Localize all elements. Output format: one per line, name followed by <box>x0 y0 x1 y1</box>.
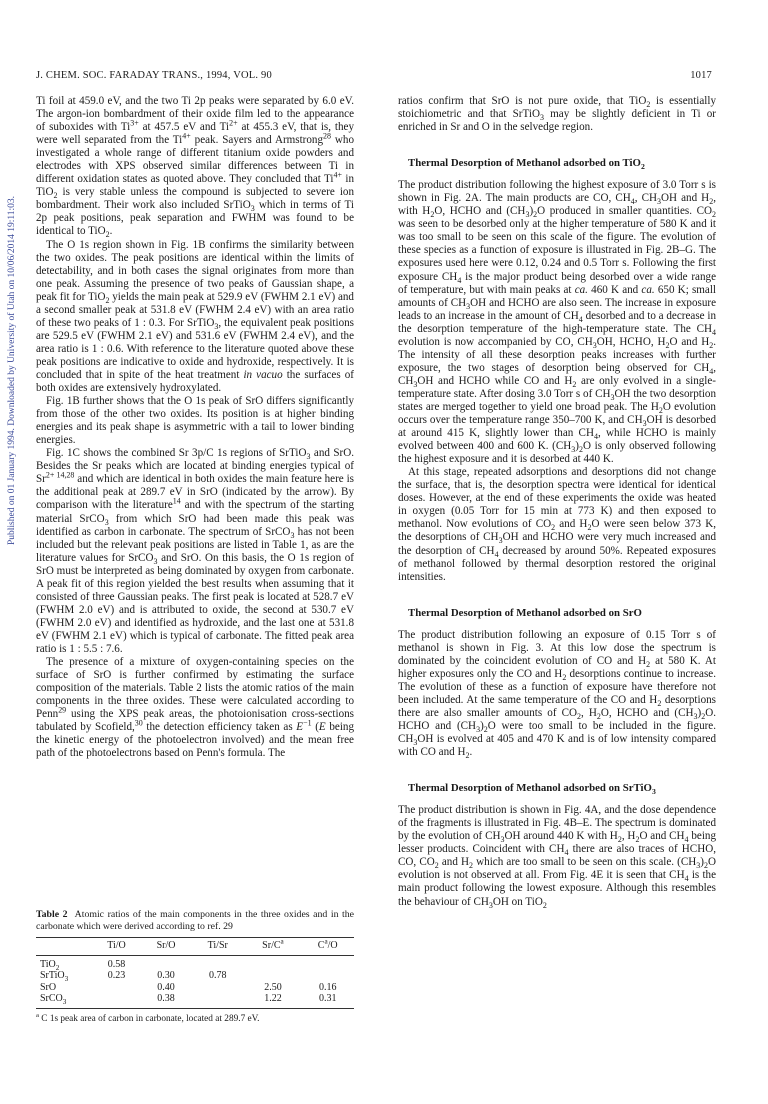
table-cell: 0.16 <box>318 981 337 993</box>
table-cell: 0.78 <box>208 970 227 981</box>
table-footnote: $^a$ C 1s peak area of carbon in carbonate, located at 289.7 eV. <box>36 1011 260 1024</box>
download-watermark: Published on 01 January 1994. Downloaded by University of Utah on 10/06/2014 19:11:03. <box>7 195 17 545</box>
table-cell: 0.31 <box>318 993 337 1004</box>
column-header: Ti/O <box>107 940 126 951</box>
table-row <box>36 970 354 982</box>
table-cell <box>191 982 244 994</box>
table-row <box>36 955 354 970</box>
table-caption <box>36 909 354 932</box>
table-row <box>36 993 354 1008</box>
table-cell <box>92 993 141 1008</box>
paragraph: The presence of a mixture of oxygen-containing species on the surface of SrO is further confirmed by estimating the surface composition of the materials. Table 2 lists the atomic ratios of the main components in the three oxides. These were calculated according to Penn$^{29}$ using the XPS peak areas, the photoionisation cross-sections tabulated by Scofield,$^{30}$ the detection efficiency taken as $E^{-1}$ (E being the kinetic energy of the photoelectron involved) and the mean free path of the photoelectrons based on Penn's formula. The <box>36 656 354 760</box>
table-caption-text: Atomic ratios of the main components in the three oxides and in the carbonate which were derived according to ref. 29 <box>36 909 355 932</box>
atomic-ratio-table <box>36 937 354 1009</box>
table-cell: 2.50 <box>264 981 282 993</box>
table-label: Table 2 <box>36 909 68 920</box>
column-header: Ti/Sr <box>207 940 228 951</box>
column-header: $Sr/C^a$ <box>262 937 284 951</box>
table-cell: 0.58 <box>107 958 126 970</box>
row-label: SrCO$_3$ <box>40 993 67 1006</box>
page-number: 1017 <box>690 70 712 81</box>
table-cell <box>301 970 354 982</box>
paragraph: The product distribution is shown in Fig. 4A, and the dose dependence of the fragments is illustrated in Fig. 4B–E. The spectrum is dominated by the evolution of $CH_3OH$ around 440 K with $H_2$, $H_2O$ and $CH_4$ being lesser products. Coincident with $CH_4$ there are also traces of HCHO, CO, $CO_2$ and $H_2$ which are too small to be seen on this scale. $(CH_3)_2O$ evolution is not observed at all. From Fig. 4E it is seen that $CH_4$ is the main product following the lowest exposure. Although this resembles the behaviour of $CH_3OH$ on TiO$_2$ <box>398 804 717 910</box>
table-cell: 0.38 <box>157 993 175 1004</box>
table-cell <box>244 970 301 982</box>
column-header <box>36 938 92 956</box>
table-cell <box>92 982 141 994</box>
paragraph: At this stage, repeated adsorptions and desorptions did not change the surface, that is, the desorption spectra were identical for identical doses. However, at the end of these experiments the oxide was heated in oxygen (0.05 Torr for 15 min at 773 K) and then exposed to methanol. Now evolutions of $CO_2$ and $H_2O$ were seen below 373 K, the desorptions of $CH_3OH$ and HCHO were very much increased and the desorption of $CH_4$ decreased by around 50%. Repeated exposures of methanol followed by thermal desorption restored the original intensities. <box>398 466 717 583</box>
table-cell: 1.22 <box>264 993 282 1004</box>
table-cell: 0.30 <box>157 970 175 981</box>
table-cell <box>191 955 244 970</box>
table-row <box>36 982 354 994</box>
section-heading: Thermal Desorption of Methanol adsorbed on SrO <box>408 606 642 619</box>
paragraph: Fig. 1C shows the combined Sr 3p/C 1s regions of SrTiO$_3$ and SrO. Besides the Sr peaks which are located at binding energies typical of $Sr^{2+ 14,28}$ and which are identical in both oxides the main feature here is the additional peak at 289.7 eV in SrO (indicated by the arrow). By comparison with the literature$^{14}$ and with the spectrum of the starting material SrCO$_3$ from which SrO had been made this peak was identified as carbon in carbonate. The spectrum of SrCO$_3$ has not been included but the relevant peak positions are listed in Table 1, as are the literature values for SrCO$_3$ and SrO. On this basis, the O 1s region of SrO must be interpreted as being dominated by oxygen from carbonate. A peak fit of this region yielded the best results when assuming that it consisted of three Gaussian peaks. The first peak is located at 528.7 eV (FWHM 2.0 eV) and is attributed to oxide, the second at 530.7 eV (FWHM 2.0 eV) and identified as hydroxide, and the last one at 531.8 eV (FWHM 2.1 eV) which is typical of carbonate. The fitted peak area ratio is 1 : 5.5 : 7.6. <box>36 447 355 655</box>
row-label: SrTiO$_3$ <box>40 970 69 983</box>
left-column <box>36 95 354 760</box>
table-cell <box>141 955 191 970</box>
column-header: Sr/O <box>156 940 176 951</box>
section-heading: Thermal Desorption of Methanol adsorbed on SrTiO$_3$ <box>408 782 656 797</box>
paragraph: ratios confirm that SrO is not pure oxide, that TiO$_2$ is essentially stoichiometric and that SrTiO$_3$ may be slightly deficient in Ti or enriched in Sr and O in the selvedge region. <box>398 95 717 134</box>
table-cell: 0.23 <box>107 970 126 981</box>
column-header: $C^a/O$ <box>317 937 338 951</box>
right-column <box>398 95 716 909</box>
journal-citation: J. CHEM. SOC. FARADAY TRANS., 1994, VOL. 90 <box>36 70 272 81</box>
paragraph: The product distribution following an exposure of 0.15 Torr s of methanol is shown in Fig. 3. At this low dose the spectrum is dominated by the coincident evolution of CO and $H_2$ at 580 K. At higher exposures only the CO and $H_2$ desorptions continue to increase. The evolution of these as a function of exposure have therefore not been included. At the same temperature of the CO and $H_2$ desorptions there are also smaller amounts of $CO_2$, $H_2O$, HCHO and $(CH_3)_2O$. HCHO and $(CH_3)_2O$ were too small to be included in the figure. $CH_3OH$ is evolved at 405 and 470 K and is of low intensity compared with CO and $H_2$. <box>398 628 717 761</box>
table-cell: 0.40 <box>157 981 175 993</box>
paragraph: The product distribution following the highest exposure of 3.0 Torr s is shown in Fig. 2A. The main products are CO, $CH_4$, $CH_3OH$ and $H_2$, with $H_2O$, HCHO and $(CH_3)_2O$ produced in smaller quantities. $CO_2$ was seen to be desorbed only at the higher temperature of 580 K and it was too small to be seen on this scale of the figure. The evolution of these species as a function of exposure is illustrated in Fig. 2B–G. The exposures used here were 0.12, 0.24 and 0.5 Torr s. Following the first exposure $CH_4$ is the major product being desorbed over a wide range of temperature, but with main peaks at ca. 460 K and ca. 650 K; small amounts of $CH_3OH$ and HCHO are also seen. The increase in exposure leads to an increase in the amount of $CH_4$ desorbed and to a decrease in the desorption temperature of the high-temperature state. The $CH_4$ evolution is now accompanied by CO, $CH_3OH$, HCHO, $H_2O$ and $H_2$. The intensity of all these desorption peaks increases with further exposure, the two stages of desorption being observed for $CH_4$, $CH_3OH$ and HCHO while CO and $H_2$ are only evolved in a single-temperature state. After dosing 3.0 Torr s of $CH_3OH$ the two desorption states are merged together to yield one broad peak. The $H_2O$ evolution occurs over the temperature range 350–700 K, and $CH_3OH$ is desorbed at around 415 K, slightly lower than $CH_4$, while HCHO is mainly evolved between 400 and 600 K. $(CH_3)_2O$ is only observed following the highest exposure and it is desorbed at 440 K. <box>398 179 717 466</box>
paragraph: The O 1s region shown in Fig. 1B confirms the similarity between the two oxides. The peak positions are identical within the limits of detectability, and in both cases the signal originates from more than one peak. Assuming the presence of two peaks of Gaussian shape, a peak fit for TiO$_2$ yields the main peak at 529.9 eV (FWHM 2.1 eV) and a second smaller peak at 531.8 eV (FWHM 2.4 eV) with an area ratio of these two peaks of 1 : 0.3. For SrTiO$_3$, the equivalent peak positions are 529.5 eV (FWHM 2.1 eV) and 531.6 eV (FWHM 2.4 eV), and the area ratio is 1 : 0.6. With reference to the literature quoted above these peak positions are indicative to oxide and hydroxide, respectively. It is concluded that in spite of the heat treatment in vacuo the surfaces of both oxides are extensively hydroxylated. <box>36 238 354 395</box>
table-cell <box>191 993 244 1008</box>
row-label: TiO$_2$ <box>40 958 60 972</box>
table-header-row <box>36 938 354 956</box>
table-cell <box>244 955 301 970</box>
table-2 <box>36 909 354 1025</box>
paragraph: Ti foil at 459.0 eV, and the two Ti 2p peaks were separated by 6.0 eV. The argon-ion bombardment of their oxide film led to the appearance of suboxides with $Ti^{3+}$ at 457.5 eV and $Ti^{2+}$ at 455.3 eV, that is, they were well separated from the $Ti^{4+}$ peak. Sayers and Armstrong$^{28}$ who investigated a whole range of different titanium oxide powders and electrodes with XPS observed similar differences between Ti in different oxidation states as quoted above. They concluded that $Ti^{4+}$ in TiO$_2$ is very stable unless the compound is subjected to severe ion bombardment. Their work also included SrTiO$_3$ which in terms of Ti 2p peak positions, peak separation and FWHM was found to be identical to TiO$_2$. <box>36 95 354 240</box>
section-heading: Thermal Desorption of Methanol adsorbed on TiO$_2$ <box>408 157 645 172</box>
paragraph: Fig. 1B further shows that the O 1s peak of SrO differs significantly from those of the other two oxides. Its position is at higher binding energies and its peak shape is asymmetric with a tail to lower binding energies. <box>36 395 354 447</box>
table-cell <box>301 955 354 970</box>
row-label: SrO <box>40 981 57 993</box>
